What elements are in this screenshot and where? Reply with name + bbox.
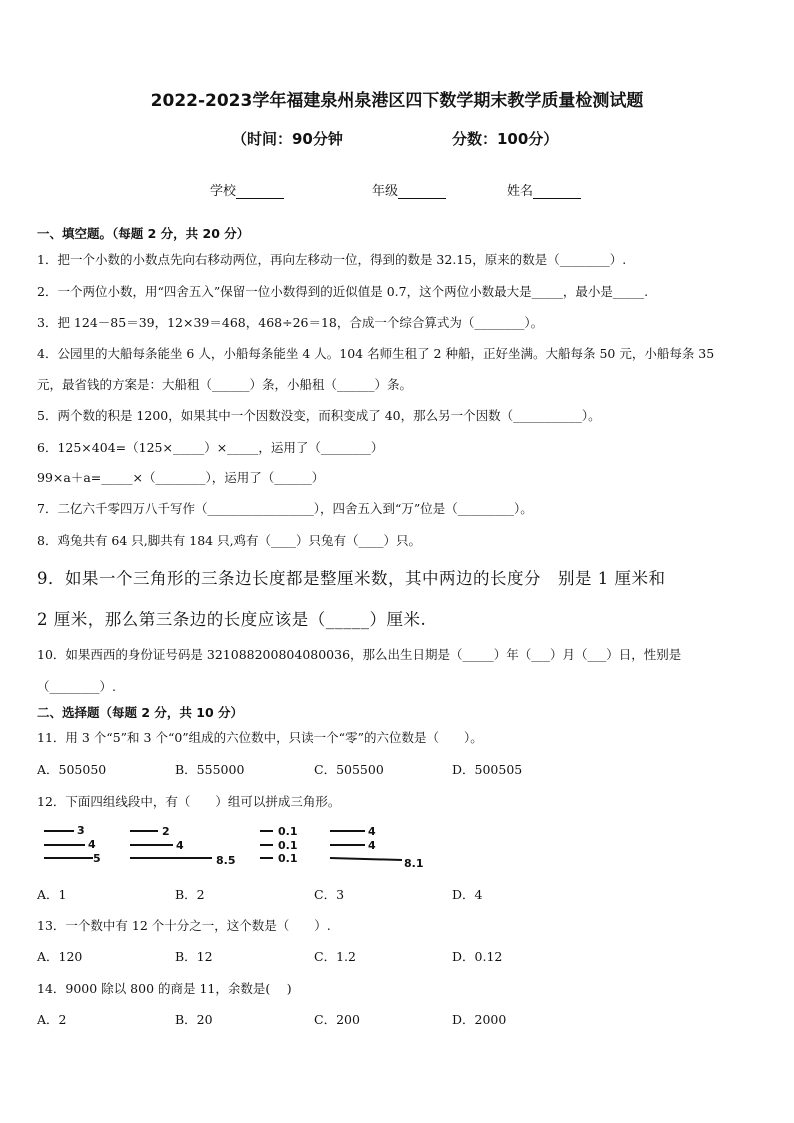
question-8: 8．鸡兔共有 64 只,脚共有 184 只,鸡有（____）只兔有（____）只。 [37,533,422,548]
name-field[interactable] [507,180,581,199]
school-field[interactable] [210,180,284,199]
question-10-line1: 10．如果西西的身份证号码是 321088200804080036，那么出生日期是（_____）年（___）月（___）日，性别是 [37,647,682,662]
q12-option-d[interactable]: D．4 [452,887,483,902]
segment-label: 5 [93,852,101,865]
segment-label: 0.1 [278,852,298,865]
q13-option-c[interactable]: C．1.2 [314,949,356,964]
segment-group-c [260,825,298,865]
segment-label: 8.5 [216,854,236,867]
q13-option-b[interactable]: B．12 [175,949,213,964]
q11-option-b[interactable]: B．555000 [175,762,245,777]
section1-title: 一、填空题。（每题 2 分，共 20 分） [37,226,250,241]
segment-label: 4 [176,839,184,852]
q13-option-d[interactable]: D．0.12 [452,949,503,964]
question-9-line1: 9．如果一个三角形的三条边长度都是整厘米数，其中两边的长度分 别是 1 厘米和 [37,569,666,588]
name-label: 姓名 [507,184,534,199]
segment-group-a [44,824,101,865]
school-label: 学校 [210,184,237,199]
question-9-line2: 2 厘米，那么第三条边的长度应该是（_____）厘米. [37,610,427,629]
question-13: 13．一个数中有 12 个十分之一，这个数是（ ）. [37,918,331,933]
segment-label: 8.1 [404,857,424,870]
question-7: 7．二亿六千零四万八千写作（_________________），四舍五入到“万”位是（_________）。 [37,501,533,516]
q11-option-c[interactable]: C．505500 [314,762,384,777]
q12-option-b[interactable]: B．2 [175,887,205,902]
question-5: 5．两个数的积是 1200，如果其中一个因数没变，而积变成了 40，那么另一个因数（___________）。 [37,408,601,423]
grade-label: 年级 [372,184,399,199]
segment-label: 0.1 [278,825,298,838]
exam-time: （时间：90分钟 [232,130,343,148]
section2-title: 二、选择题（每题 2 分，共 10 分） [37,705,244,720]
question-12: 12．下面四组线段中，有（ ）组可以拼成三角形。 [37,794,341,809]
segment-label: 4 [88,838,96,851]
page-title: 2022-2023学年福建泉州泉港区四下数学期末教学质量检测试题 [150,91,644,111]
segment-group-d [330,825,424,870]
segment-label: 4 [368,825,376,838]
question-6-line2: 99×a＋a=_____×（________），运用了（______） [37,470,325,485]
question-14: 14．9000 除以 800 的商是 11，余数是( ) [37,981,292,996]
question-4-line1: 4．公园里的大船每条能坐 6 人，小船每条能坐 4 人。104 名师生租了 2 种船，正好坐满。大船每条 50 元，小船每条 35 [37,346,715,361]
question-6-line1: 6．125×404=（125×_____）×_____，运用了（________） [37,440,384,455]
segment-group-b [130,825,236,867]
q14-option-a[interactable]: A．2 [37,1012,67,1027]
question-2: 2．一个两位小数，用“四舍五入”保留一位小数得到的近似值是 0.7，这个两位小数最大是_____，最小是_____. [37,284,649,299]
segment-line [330,858,402,860]
q14-option-c[interactable]: C．200 [314,1012,360,1027]
grade-field[interactable] [372,180,446,199]
q12-option-c[interactable]: C．3 [314,887,345,902]
segments-figure [30,818,450,874]
question-10-line2: （________）. [37,679,116,694]
q11-option-d[interactable]: D．500505 [452,762,523,777]
q14-option-b[interactable]: B．20 [175,1012,213,1027]
question-11: 11．用 3 个“5”和 3 个“0”组成的六位数中，只读一个“零”的六位数是（ ）。 [37,730,483,745]
segment-label: 2 [162,825,170,838]
exam-score: 分数：100分） [452,130,559,148]
question-3: 3．把 124－85＝39，12×39＝468，468÷26＝18，合成一个综合算式为（________）。 [37,315,544,330]
segment-label: 4 [368,839,376,852]
question-4-line2: 元，最省钱的方案是：大船租（______）条，小船租（______）条。 [37,377,413,392]
q13-option-a[interactable]: A．120 [37,949,83,964]
q14-option-d[interactable]: D．2000 [452,1012,507,1027]
q11-option-a[interactable]: A．505050 [37,762,107,777]
q12-option-a[interactable]: A．1 [37,887,67,902]
segment-label: 3 [77,824,85,837]
question-1: 1．把一个小数的小数点先向右移动两位，再向左移动一位，得到的数是 32.15，原来的数是（________）. [37,252,627,267]
segment-label: 0.1 [278,839,298,852]
